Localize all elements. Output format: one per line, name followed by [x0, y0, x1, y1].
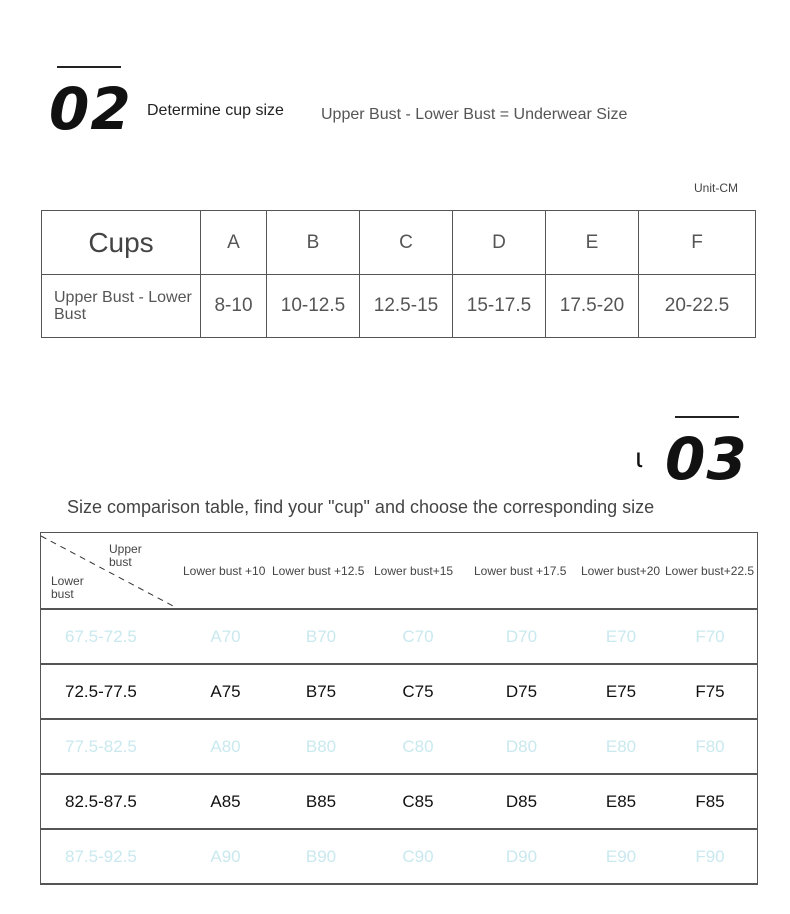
cup-cell: A [201, 211, 267, 275]
size-row [41, 719, 758, 774]
size-cell: C80 [402, 736, 434, 756]
size-cell: E80 [605, 736, 637, 756]
size-comparison-table [40, 532, 758, 885]
section-3-rule [675, 416, 739, 418]
range-cell: 20-22.5 [639, 275, 756, 338]
size-cell: E70 [605, 626, 637, 646]
cup-cell: C [360, 211, 453, 275]
size-cell: E75 [605, 681, 637, 701]
section-2-number: 02 [49, 75, 132, 143]
size-formula: Upper Bust - Lower Bust = Underwear Size [321, 106, 628, 123]
range-cell: 10-12.5 [267, 275, 360, 338]
size-cell: F70 [695, 626, 725, 646]
size-row [41, 774, 758, 829]
corner-upper-bust-label: Upper bust [109, 542, 142, 569]
size-cell: D80 [505, 736, 538, 756]
range-cell: 12.5-15 [360, 275, 453, 338]
size-cell: F85 [695, 791, 725, 811]
column-header: Lower bust+20 [581, 563, 661, 578]
size-cell: C90 [402, 846, 434, 866]
size-cell: E90 [605, 846, 637, 866]
bust-range-cell: 87.5-92.5 [65, 846, 137, 866]
size-cell: D70 [505, 626, 538, 646]
section-2-title: Determine cup size [147, 102, 284, 119]
range-cell: 15-17.5 [453, 275, 546, 338]
range-cell: 8-10 [201, 275, 267, 338]
size-cell: F90 [695, 846, 725, 866]
difference-row-label: Upper Bust - Lower Bust [42, 275, 201, 338]
unit-label: Unit-CM [694, 181, 738, 195]
size-row [41, 829, 758, 884]
column-header: Lower bust +12.5 [272, 563, 365, 578]
cup-header-row [42, 211, 756, 275]
column-header: Lower bust+22.5 [665, 563, 755, 578]
range-cell: 17.5-20 [546, 275, 639, 338]
cups-header-cell: Cups [42, 211, 201, 275]
size-cell: A70 [210, 626, 241, 646]
size-header-row [41, 533, 758, 610]
size-cell: F75 [695, 681, 725, 701]
size-cell: F80 [695, 736, 725, 756]
corner-header-cell [41, 533, 182, 610]
cup-cell: F [639, 211, 756, 275]
bust-range-cell: 72.5-77.5 [65, 681, 137, 701]
section-3-glyph: ɩ [636, 442, 643, 473]
size-cell: B90 [305, 846, 337, 866]
size-cell: C75 [402, 681, 434, 701]
size-cell: E85 [605, 791, 637, 811]
bust-range-cell: 77.5-82.5 [65, 736, 137, 756]
size-cell: D85 [505, 791, 538, 811]
size-row [41, 664, 758, 719]
size-table-subtitle: Size comparison table, find your "cup" and choose the corresponding size [67, 497, 655, 517]
corner-lower-bust-label: Lower bust [51, 574, 84, 601]
size-row [41, 609, 758, 664]
difference-row [42, 275, 756, 338]
size-cell: A80 [210, 736, 241, 756]
size-cell: B70 [305, 626, 337, 646]
size-cell: D90 [505, 846, 538, 866]
section-3-number: 03 [665, 425, 748, 493]
size-cell: D75 [505, 681, 538, 701]
size-cell: C85 [402, 791, 434, 811]
size-cell: B80 [305, 736, 337, 756]
size-cell: A75 [210, 681, 241, 701]
column-header: Lower bust +10 [183, 563, 266, 578]
bust-range-cell: 82.5-87.5 [65, 791, 137, 811]
size-cell: B75 [305, 681, 337, 701]
cup-cell: D [453, 211, 546, 275]
column-header: Lower bust+15 [374, 563, 454, 578]
section-2-rule [57, 66, 121, 68]
size-cell: C70 [402, 626, 434, 646]
size-cell: A90 [210, 846, 241, 866]
cup-size-table [41, 210, 756, 338]
cup-cell: E [546, 211, 639, 275]
size-cell: B85 [305, 791, 337, 811]
cup-cell: B [267, 211, 360, 275]
column-header: Lower bust +17.5 [474, 563, 567, 578]
size-cell: A85 [210, 791, 241, 811]
bust-range-cell: 67.5-72.5 [65, 626, 137, 646]
